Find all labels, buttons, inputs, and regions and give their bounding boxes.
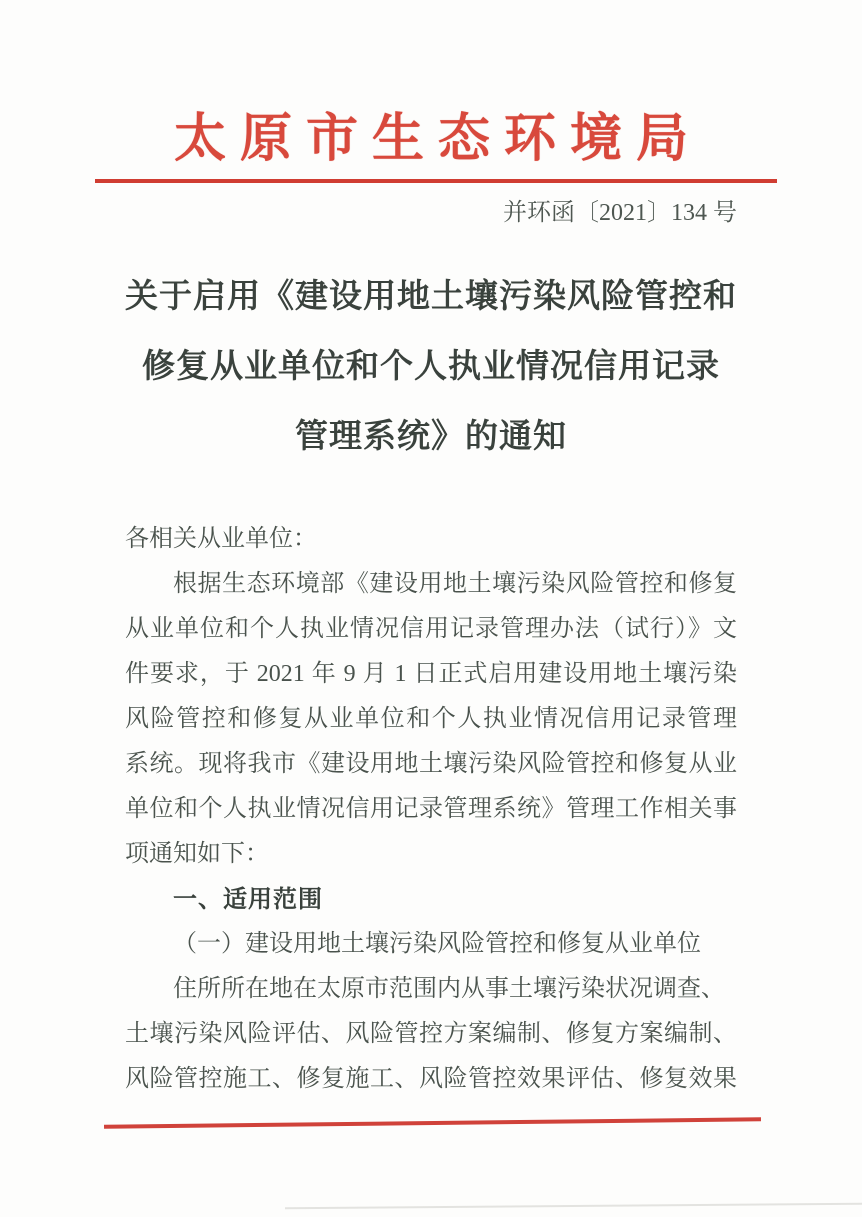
body-line: 土壤污染风险评估、风险管控方案编制、修复方案编制、 <box>125 1021 737 1047</box>
document-title-line-2: 修复从业单位和个人执业情况信用记录 <box>142 349 720 385</box>
body-line: 单位和个人执业情况信用记录管理系统》管理工作相关事 <box>125 796 737 822</box>
body-line: 从业单位和个人执业情况信用记录管理办法（试行）》文 <box>125 616 737 642</box>
document-title-line-3: 管理系统》的通知 <box>295 419 567 455</box>
scan-artifact-line <box>285 1203 862 1210</box>
header-divider-line <box>95 179 777 183</box>
doc-number: 并环函〔2021〕134 号 <box>503 200 737 226</box>
section-heading: 一、适用范围 <box>173 886 323 913</box>
body-line: 项通知如下： <box>125 841 269 867</box>
document-title <box>0 262 862 472</box>
body-line: 系统。现将我市《建设用地土壤污染风险管控和修复从业 <box>125 751 737 777</box>
body-line: 件要求，于 2021 年 9 月 1 日正式启用建设用地土壤污染 <box>125 661 737 687</box>
body-line: 风险管控和修复从业单位和个人执业情况信用记录管理 <box>125 706 737 732</box>
footer-divider-line <box>104 1117 761 1128</box>
agency-name: 太原市生态环境局 <box>173 111 702 168</box>
body-text <box>125 517 737 1102</box>
body-line: 风险管控施工、修复施工、风险管控效果评估、修复效果 <box>125 1066 737 1092</box>
document-title-line-1: 关于启用《建设用地土壤污染风险管控和 <box>125 279 737 315</box>
salutation-line: 各相关从业单位： <box>125 526 317 552</box>
body-line: （一）建设用地土壤污染风险管控和修复从业单位 <box>173 931 701 957</box>
body-line: 根据生态环境部《建设用地土壤污染风险管控和修复 <box>173 571 737 597</box>
body-line: 住所所在地在太原市范围内从事土壤污染状况调查、 <box>173 976 725 1002</box>
